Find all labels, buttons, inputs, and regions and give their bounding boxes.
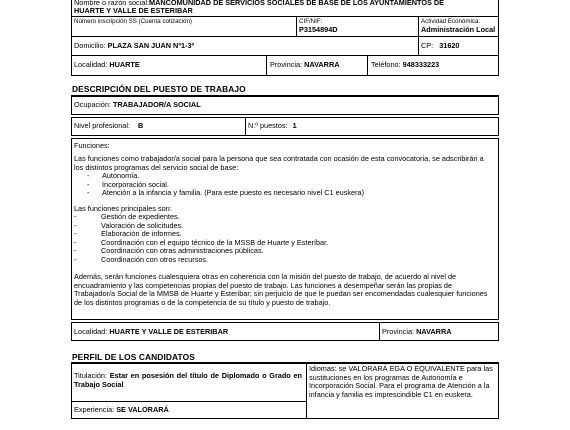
puestos-value: 1 (292, 121, 297, 130)
list-item: - Gestión de expedientes. (74, 213, 328, 222)
experiencia-label: Experiencia: (74, 405, 115, 414)
inscripcion-label: Número inscripción SS (Cuenta cotización) (74, 18, 192, 25)
puestos-label: N.º puestos: (248, 121, 288, 130)
nivel-value: B (138, 121, 144, 130)
entidad-localidad-label: Localidad: (74, 60, 108, 69)
nivel-label: Nivel profesional: (74, 121, 130, 130)
titulacion-label: Titulación: (74, 371, 107, 380)
cif-value: P3154894D (299, 25, 338, 34)
experiencia-value: SE VALORARÁ (116, 405, 169, 414)
funciones-intro: Las funciones como trabajador/a social para la persona que sea contratada con ocasión de esta convocatoria, se adscribirán a los distintos programas del servicio social de base: (74, 154, 484, 172)
cp (421, 42, 460, 51)
ocupacion-label: Ocupación: (74, 100, 111, 109)
programas-list (84, 172, 364, 198)
razon-social-line2: HUARTE Y VALLE DE ESTERIBAR (74, 6, 193, 15)
list-item: - Valoración de solicitudes. (74, 222, 328, 231)
ocupacion (74, 101, 201, 110)
list-item: - Coordinación con otros recursos. (74, 256, 328, 265)
actividad-value: Administración Local (421, 25, 496, 34)
titulacion (74, 372, 302, 389)
telefono-label: Teléfono: (371, 60, 401, 69)
domicilio-label: Domicilio: (74, 41, 106, 50)
list-item: - Incorporación social. (84, 181, 364, 190)
puestos (248, 122, 297, 131)
razon-social-line1: MANCOMUNIDAD DE SERVICIOS SOCIALES DE BASE DE LOS AYUNTAMIENTOS DE (149, 0, 445, 7)
actividad-label: Actividad Económica: (421, 18, 481, 25)
entidad-provincia (270, 61, 339, 70)
list-item: - Elaboración de informes. (74, 230, 328, 239)
cif-label: CIF/NIF: (299, 18, 323, 25)
entidad-provincia-label: Provincia: (270, 60, 303, 69)
puesto-section-title: DESCRIPCIÓN DEL PUESTO DE TRABAJO (72, 84, 246, 94)
entidad-localidad (74, 61, 140, 70)
telefono-value: 948333223 (402, 60, 440, 69)
funciones-label: Funciones: (74, 141, 110, 150)
list-item: - Coordinación con el equipo técnico de la MSSB de Huarte y Esteríbar. (74, 239, 328, 248)
ademas-paragraph: Además, serán funciones cualesquiera otras en coherencia con la misión del puesto de trabajo, de acuerdo al nivel de encuadramiento y las competencias propias del puesto de trabajo. Las funciones a desempeñar serán las propias de Trabajador/a Social de la MMSB de Huarte y Esteribar; sin perjuicio de que le puedan ser encomendadas cualesquier funciones de los distintos programas o de la competencia de su título y puesto de trabajo. (74, 272, 488, 307)
ocupacion-value: TRABAJADOR/A SOCIAL (112, 100, 201, 109)
puesto-localidad-label: Localidad: (74, 327, 108, 336)
puesto-provincia (382, 328, 451, 337)
domicilio-value: PLAZA SAN JUAN Nº1-3º (107, 41, 195, 50)
cp-label: CP: (421, 41, 434, 50)
cp-value: 31620 (439, 41, 460, 50)
puesto-localidad-value: HUARTE Y VALLE DE ESTERIBAR (109, 327, 229, 336)
puesto-provincia-value: NAVARRA (416, 327, 452, 336)
idiomas-text: Idiomas: se VALORARÁ EGA O EQUIVALENTE para las sustituciones en los programas de Autonomía e Incorporación Social. Para el programa de Atención a la infancia y familia es imprescindible C1 en euskera. (309, 364, 493, 399)
entidad-localidad-value: HUARTE (109, 60, 140, 69)
puesto-localidad (74, 328, 228, 337)
list-item: - Atención a la infancia y familia. (Para este puesto es necesario nivel C1 euskera) (84, 189, 364, 198)
nivel (74, 122, 143, 131)
principales-label: Las funciones principales son: (74, 204, 172, 213)
list-item: - Coordinación con otras administraciones públicas. (74, 247, 328, 256)
experiencia (74, 406, 169, 415)
entidad-provincia-value: NAVARRA (304, 60, 340, 69)
telefono (371, 61, 439, 70)
puesto-provincia-label: Provincia: (382, 327, 415, 336)
principales-list (74, 213, 328, 265)
titulacion-value: Estar en posesión del título de Diplomado o Grado en Trabajo Social (74, 371, 302, 389)
perfil-section-title: PERFIL DE LOS CANDIDATOS (72, 352, 195, 362)
razon-social-label: Nombre o razón social: (74, 0, 150, 7)
list-item: - Autonomía. (84, 172, 364, 181)
domicilio (74, 42, 194, 51)
